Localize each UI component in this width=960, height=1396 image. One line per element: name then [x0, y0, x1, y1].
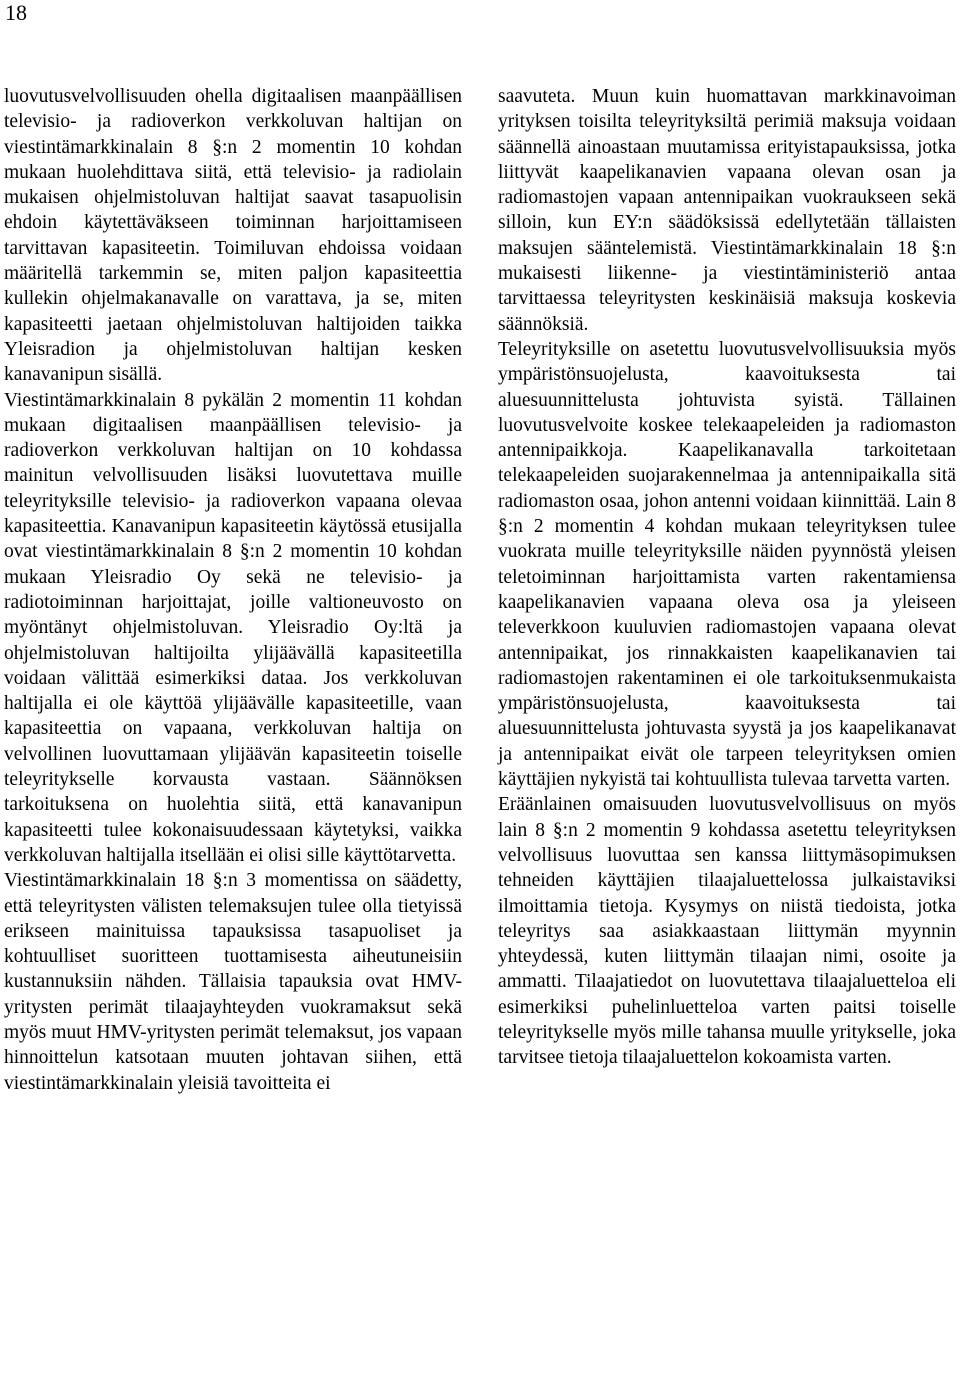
page-number: 18 — [5, 0, 27, 25]
paragraph: saavuteta. Muun kuin huomattavan markkinavoiman yrityksen toisilta teleyrityksiltä perimiä maksuja voidaan säännellä ainoastaan muutamissa erityistapauksissa, jotka liittyvät kaapelikanavien vapaana olevan osan ja radiomastojen vapaan antennipaikan vuokraukseen sekä silloin, kun EY:n säädöksissä edellytetään tällaisten maksujen sääntelemistä. Viestintämarkkinalain 18 §:n mukaisesti liikenne- ja viestintäministeriö antaa tarvittaessa teleyritysten keskinäisiä maksuja koskevia säännöksiä. — [498, 86, 956, 335]
left-column — [4, 84, 462, 1096]
paragraph: Eräänlainen omaisuuden luovutusvelvollisuus on myös lain 8 §:n 2 momentin 9 kohdassa asetettu teleyrityksen velvollisuus luovuttaa sen kanssa liittymäsopimuksen tehneiden käyttäjien tilaajaluettelossa julkaistaviksi ilmoittamia tietoja. Kysymys on niistä tiedoista, jotka teleyritys saa asiakkaastaan liittymän myynnin yhteydessä, kuten liittymän tilaajan nimi, osoite ja ammatti. Tilaajatiedot on luovutettava tilaajaluetteloa eli esimerkiksi puhelinluetteloa varten paitsi toiselle teleyritykselle myös mille tahansa muulle yritykselle, joka tarvitsee tietoja tilaajaluettelon kokoamista varten. — [498, 794, 956, 1069]
paragraph: Teleyrityksille on asetettu luovutusvelvollisuuksia myös ympäristönsuojelusta, kaavoituksesta tai aluesuunnittelusta johtuvista syistä. Tällainen luovutusvelvoite koskee telekaapeleiden ja radiomaston antennipaikkoja. Kaapelikanavalla tarkoitetaan telekaapeleiden suojarakennelmaa ja antennipaikalla sitä radiomaston osaa, johon antenni voidaan kiinnittää. Lain 8 §:n 2 momentin 4 kohdan mukaan teleyrityksen tulee vuokrata muille teleyrityksille näiden pyynnöstä yleisen teletoiminnan harjoittamista varten rakentamiensa kaapelikanavien vapaana oleva osa ja yleiseen televerkkoon kuuluvien radiomastojen vapaana olevat antennipaikat, jos rinnakkaisten kaapelikanavien tai radiomastojen rakentaminen ei ole tarkoituksenmukaista ympäristönsuojelusta, kaavoituksesta tai aluesuunnittelusta johtuvasta syystä ja jos kaapelikanavat ja antennipaikat eivät ole tarpeen teleyrityksen omien käyttäjien nykyistä tai kohtuullista tulevaa tarvetta varten. — [498, 338, 956, 791]
paragraph: luovutusvelvollisuuden ohella digitaalisen maanpäällisen televisio- ja radioverkon verkkoluvan haltijan on viestintämarkkinalain 8 §:n 2 momentin 10 kohdan mukaan huolehdittava siitä, että televisio- ja radiolain mukaisen ohjelmistoluvan haltijat saavat tasapuolisin ehdoin käytettäväkseen toiminnan harjoittamiseen tarvittavan kapasiteetin. Toimiluvan ehdoissa voidaan määritellä tarkemmin se, miten paljon kapasiteettia kullekin ohjelmakanavalle on varattava, ja se, miten kapasiteetti jaetaan ohjelmistoluvan haltijoiden taikka Yleisradion ja ohjelmistoluvan haltijan kesken kanavanipun sisällä. — [4, 86, 462, 386]
paragraph: Viestintämarkkinalain 8 pykälän 2 momentin 11 kohdan mukaan digitaalisen maanpäällisen televisio- ja radioverkon verkkoluvan haltijan on 10 kohdassa mainitun velvollisuuden lisäksi luovutettava muille teleyrityksille televisio- ja radioverkon vapaana olevaa kapasiteettia. Kanavanipun kapasiteetin käytössä etusijalla ovat viestintämarkkinalain 8 §:n 2 momentin 10 kohdan mukaan Yleisradio Oy sekä ne televisio- ja radiotoiminnan harjoittajat, joille valtioneuvosto on myöntänyt ohjelmistoluvan. Yleisradio Oy:ltä ja ohjelmistoluvan haltijoilta ylijäävällä kapasiteetilla voidaan välittää esimerkiksi dataa. Jos verkkoluvan haltijalla ei ole käyttöä ylijäävälle kapasiteetille, vaan kapasiteettia on vapaana, verkkoluvan haltija on velvollinen luovuttamaan ylijäävän kapasiteetin toiselle teleyritykselle korvausta vastaan. Säännöksen tarkoituksena on huolehtia siitä, että kanavanipun kapasiteetti tulee kokonaisuudessaan käytetyksi, vaikka verkkoluvan haltijalla itsellään ei olisi sille käyttötarvetta. — [4, 389, 462, 866]
right-column — [498, 84, 956, 1071]
paragraph: Viestintämarkkinalain 18 §:n 3 momentissa on säädetty, että teleyritysten välisten telemaksujen tulee olla tietyissä erikseen mainituissa tapauksissa tasapuoliset ja kohtuulliset suoritteen tuottamisesta aiheutuneisiin kustannuksiin nähden. Tällaisia tapauksia ovat HMV-yritysten perimät tilaajayhteyden vuokramaksut sekä myös muut HMV-yritysten perimät telemaksut, jos vapaan hinnoittelun katsotaan muuten johtavan siihen, että viestintämarkkinalain yleisiä tavoitteita ei — [4, 870, 462, 1094]
